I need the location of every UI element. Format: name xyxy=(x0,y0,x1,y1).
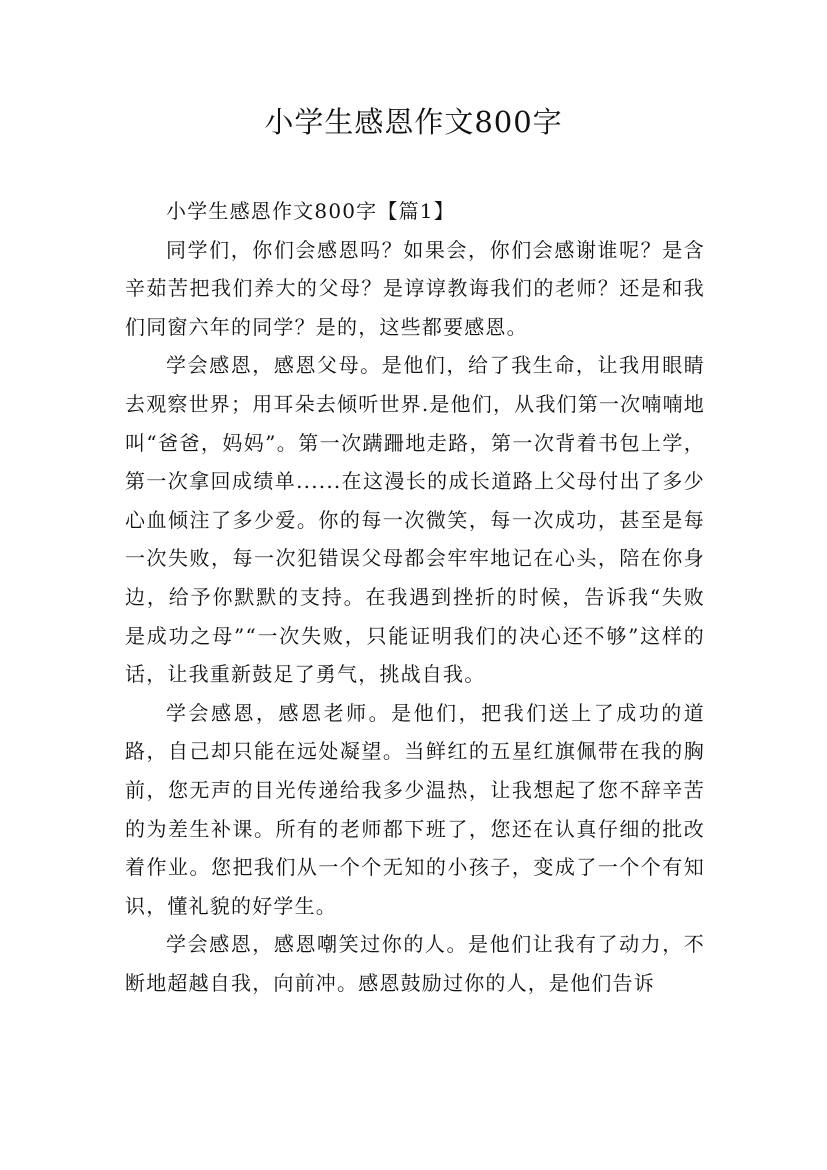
document-title: 小学生感恩作文800字 xyxy=(264,105,563,139)
paragraph-mockers: 学会感恩，感恩嘲笑过你的人。是他们让我有了动力，不断地超越自我，向前冲。感恩鼓励过你的人，是他们告诉 xyxy=(125,932,705,995)
paragraph-teachers: 学会感恩，感恩老师。是他们，把我们送上了成功的道路，自己却只能在远处凝望。当鲜红的五星红旗佩带在我的胸前，您无声的目光传递给我多少温热，让我想起了您不辞辛苦的为差生补课。所有的老师都下班了，您还在认真仔细的批改着作业。您把我们从一个个无知的小孩子，变成了一个个有知识，懂礼貌的好学生。 xyxy=(125,700,705,918)
paragraph-intro: 同学们，你们会感恩吗？如果会，你们会感谢谁呢？是含辛茹苦把我们养大的父母？是谆谆教诲我们的老师？还是和我们同窗六年的同学？是的，这些都要感恩。 xyxy=(125,237,705,339)
section-heading: 小学生感恩作文800字【篇1】 xyxy=(166,199,455,223)
document-body xyxy=(125,192,705,1002)
paragraph-parents: 学会感恩，感恩父母。是他们，给了我生命，让我用眼睛去观察世界；用耳朵去倾听世界.是他们，从我们第一次喃喃地叫“爸爸，妈妈”。第一次蹒跚地走路，第一次背着书包上学，第一次拿回成绩单......在这漫长的成长道路上父母付出了多少心血倾注了多少爱。你的每一次微笑，每一次成功，甚至是每一次失败，每一次犯错误父母都会牢牢地记在心头，陪在你身边，给予你默默的支持。在我遇到挫折的时候，告诉我“失败是成功之母”“一次失败，只能证明我们的决心还不够”这样的话，让我重新鼓足了勇气，挑战自我。 xyxy=(125,353,705,687)
